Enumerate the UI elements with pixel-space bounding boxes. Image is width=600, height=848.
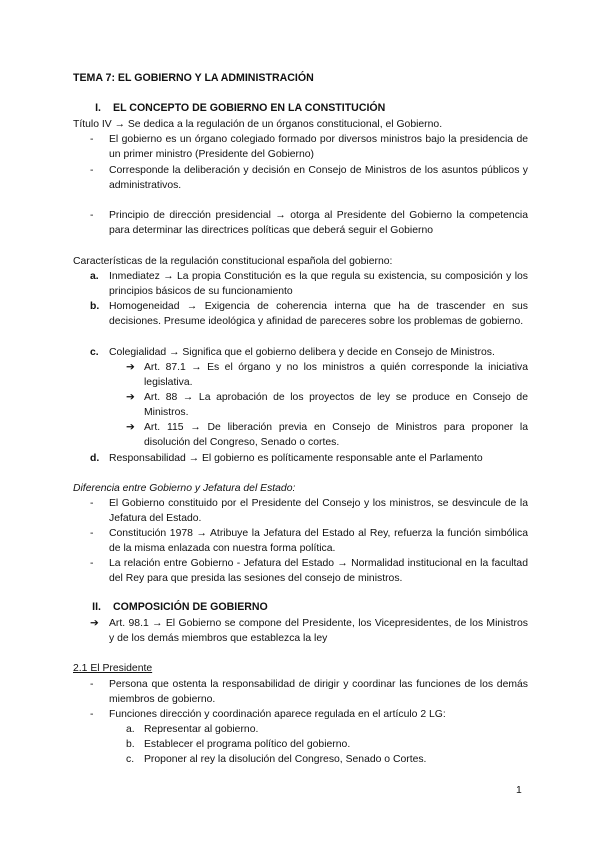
function-item: a. Representar al gobierno.	[126, 724, 259, 735]
characteristic-item: a. Inmediatez → La propia Constitución es la que regula su existencia, su composición y los principios básicos de su funcionamiento	[90, 271, 528, 298]
article-item: ➔ Art. 87.1 → Es el órgano y no los ministros a quién corresponde la iniciativa legislativa.	[126, 362, 528, 389]
list-item: - Constitución 1978 → Atribuye la Jefatura del Estado al Rey, refuerza la función simbólica de la misma enlazada con nuestra forma política.	[90, 528, 528, 555]
characteristic-item: d. Responsabilidad → El gobierno es políticamente responsable ante el Parlamento	[90, 453, 483, 464]
document-title: TEMA 7: EL GOBIERNO Y LA ADMINISTRACIÓN	[73, 72, 314, 84]
section-1-heading: I. EL CONCEPTO DE GOBIERNO EN LA CONSTITUCIÓN	[95, 102, 386, 114]
arrow-icon: ➔	[90, 618, 99, 629]
article-item: ➔ Art. 98.1 → El Gobierno se compone del Presidente, los Vicepresidentes, de los Ministros y de los demás miembros que establezca la ley	[90, 618, 528, 645]
arrow-icon: ➔	[126, 392, 135, 403]
page-number: 1	[516, 785, 522, 796]
characteristic-item: c. Colegialidad → Significa que el gobierno delibera y decide en Consejo de Ministros.	[90, 347, 495, 358]
difference-heading: Diferencia entre Gobierno y Jefatura del Estado:	[73, 483, 296, 494]
article-item: ➔ Art. 115 → De liberación previa en Consejo de Ministros para proponer la disolución del Congreso, Senado o cortes.	[126, 422, 528, 449]
list-item: - La relación entre Gobierno - Jefatura del Estado → Normalidad institucional en la facultad del Rey para que presida las sesiones del consejo de ministros.	[90, 558, 528, 585]
list-item: - El gobierno es un órgano colegiado formado por diversos ministros bajo la presidencia de un primer ministro (Presidente del Gobierno)	[90, 134, 528, 161]
article-item: ➔ Art. 88 → La aprobación de los proyectos de ley se produce en Consejo de Ministros.	[126, 392, 528, 419]
function-item: b. Establecer el programa político del gobierno.	[126, 739, 351, 750]
characteristics-intro: Características de la regulación constitucional española del gobierno:	[73, 256, 393, 267]
list-item: - El Gobierno constituido por el Presidente del Consejo y los ministros, se desvincule de la Jefatura del Estado.	[90, 498, 528, 525]
arrow-icon: ➔	[126, 362, 135, 373]
sub-heading: 2.1 El Presidente	[73, 663, 153, 674]
characteristic-item: b. Homogeneidad → Exigencia de coherencia interna que ha de trascender en sus decisiones. Presume ideológica y afinidad de pareceres sobre los problemas de gobierno.	[90, 301, 528, 328]
function-item: c. Proponer al rey la disolución del Congreso, Senado o Cortes.	[126, 754, 427, 765]
section-2-heading: II. COMPOSICIÓN DE GOBIERNO	[92, 601, 268, 613]
section-1-intro: Título IV → Se dedica a la regulación de un órganos constitucional, el Gobierno.	[73, 119, 443, 130]
list-item: - Persona que ostenta la responsabilidad de dirigir y coordinar las funciones de los demás miembros de gobierno.	[90, 679, 528, 706]
list-item: - Principio de dirección presidencial → otorga al Presidente del Gobierno la competencia para determinar las directrices políticas que deberá seguir el Gobierno	[90, 210, 528, 237]
list-item: - Corresponde la deliberación y decisión en Consejo de Ministros de los asuntos públicos y administrativos.	[90, 165, 528, 192]
list-item: - Funciones dirección y coordinación aparece regulada en el artículo 2 LG:	[90, 709, 446, 720]
arrow-icon: ➔	[126, 422, 135, 433]
